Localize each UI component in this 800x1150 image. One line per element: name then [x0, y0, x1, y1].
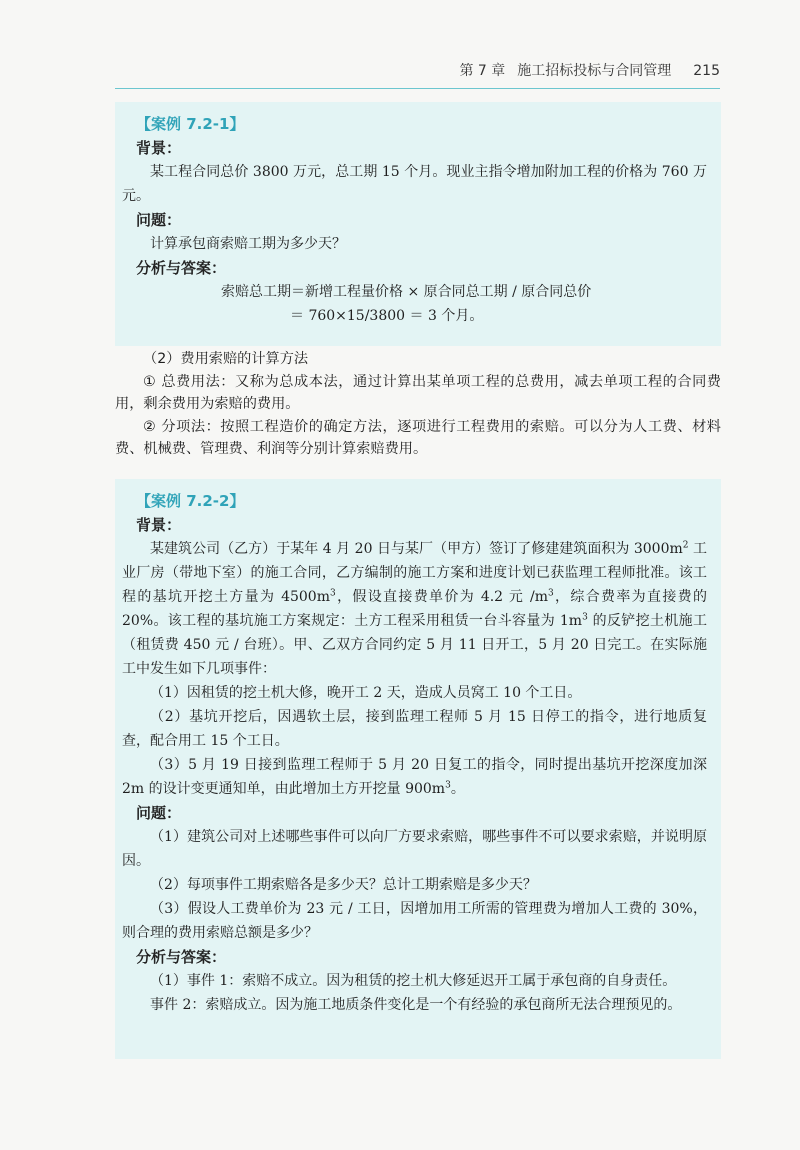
background-heading: 背景：	[136, 139, 182, 157]
answer-heading: 分析与答案：	[136, 259, 227, 277]
total-cost-method: ① 总费用法：又称为总成本法，通过计算出某单项工程的总费用，减去单项工程的合同费用，剩余费用为索赔的费用。	[115, 373, 721, 412]
background-text: 某工程合同总价 3800 万元，总工期 15 个月。现业主指令增加附加工程的价格为 760 万元。	[122, 164, 707, 204]
body-text	[115, 348, 721, 461]
question-text: 计算承包商索赔工期为多少天？	[150, 236, 346, 252]
case-box-7-2-1	[115, 102, 721, 346]
question-heading: 问题：	[136, 211, 182, 229]
question-1: （1）建筑公司对上述哪些事件可以向厂方要求索赔，哪些事件不可以要求索赔，并说明原因。	[122, 829, 707, 869]
formula-line-2: ＝ 760×15/3800 ＝ 3 个月。	[290, 308, 484, 324]
event-3: （3）5 月 19 日接到监理工程师于 5 月 20 日复工的指令，同时提出基坑开挖深度加深 2m 的设计变更通知单，由此增加土方开挖量 $900m^3$。	[122, 757, 707, 797]
answer-1: （1）事件 1：索赔不成立。因为租赁的挖土机大修延迟开工属于承包商的自身责任。	[150, 973, 677, 989]
event-2: （2）基坑开挖后，因遇软土层，接到监理工程师 5 月 15 日停工的指令，进行地质复查，配合用工 15 个工日。	[122, 709, 707, 749]
itemized-method: ② 分项法：按照工程造价的确定方法，逐项进行工程费用的索赔。可以分为人工费、材料费、机械费、管理费、利润等分别计算索赔费用。	[115, 418, 721, 457]
chapter-number: 第 7 章	[459, 63, 506, 79]
question-2: （2）每项事件工期索赔各是多少天？总计工期索赔是多少天？	[150, 877, 537, 893]
answer-2: 事件 2：索赔成立。因为施工地质条件变化是一个有经验的承包商所无法合理预见的。	[150, 997, 682, 1013]
background-text: 某建筑公司（乙方）于某年 4 月 20 日与某厂（甲方）签订了修建建筑面积为 $3000m^2$ 工业厂房（带地下室）的施工合同，乙方编制的施工方案和进度计划已获监理工程师批准。该工程的基坑开挖土方量为 $4500m^3$，假设直接费单价为 4.2 元 $/m^3$，综合费率为直接费的 20%。该工程的基坑施工方案规定：土方工程采用租赁一台斗容量为 $1m^3$ 的反铲挖土机施工（租赁费 450 元 / 台班）。甲、乙双方合同约定 5 月 11 日开工，5 月 20 日完工。在实际施工中发生如下几项事件：	[122, 540, 708, 677]
page-number: 215	[693, 63, 720, 79]
chapter-title: 施工招标投标与合同管理	[517, 63, 672, 79]
header-divider	[115, 88, 720, 89]
question-heading: 问题：	[136, 804, 182, 822]
case-label: 【案例 7.2-1】	[136, 115, 245, 133]
formula	[122, 280, 707, 328]
background-heading: 背景：	[136, 516, 182, 534]
formula-line-1: 索赔总工期＝新增工程量价格 × 原合同总工期 / 原合同总价	[221, 284, 592, 300]
answer-heading: 分析与答案：	[136, 948, 227, 966]
question-3: （3）假设人工费单价为 23 元 / 工日，因增加用工所需的管理费为增加人工费的 30%，则合理的费用索赔总额是多少？	[122, 901, 707, 941]
running-header	[115, 60, 720, 84]
case-label: 【案例 7.2-2】	[136, 492, 245, 510]
cost-claim-heading: （2）费用索赔的计算方法	[143, 351, 309, 367]
event-1: （1）因租赁的挖土机大修，晚开工 2 天，造成人员窝工 10 个工日。	[150, 685, 582, 701]
case-box-7-2-2	[115, 479, 721, 1059]
